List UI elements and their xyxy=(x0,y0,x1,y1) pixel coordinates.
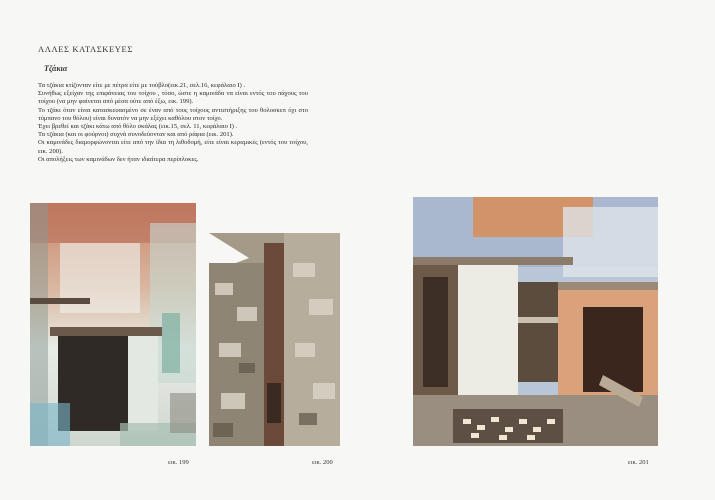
paragraph: Τα τζάκια (και οι φούρνοι) συχνά συνοδεύονταν και από ράφια (εικ. 201). xyxy=(38,131,234,139)
paragraph: Οι καμινάδες διαμορφώνονται είτε από την ίδια τη λιθοδομή, είτε είναι κεραμικές (εντός του τοίχου, εικ. 200). xyxy=(38,139,308,155)
body-text xyxy=(38,82,308,164)
figure-caption: εικ. 199 xyxy=(168,459,189,466)
figure-caption: εικ. 201 xyxy=(628,459,649,466)
paragraph: Το τζάκι όταν είναι κατασκευασμένο σε έναν από τους τοίχους αντιστήριξης του θολοσκεπ όχι στο τύμπανο του θόλου) είναι δυνατόν να μην εξέχει καθόλου στον τοίχο. xyxy=(38,106,308,122)
section-heading: ΑΛΛΕΣ ΚΑΤΑΣΚΕΥΕΣ xyxy=(38,44,133,54)
paragraph: Τα τζάκια κτίζονταν είτε με πέτρα είτε με τούβλο(εικ.21, σελ.16, κεφάλαιο I) . xyxy=(38,82,246,89)
paragraph: Έχει βρεθεί και τζάκι κάτω από θόλο σκάλας (εικ.15, σελ. 11, κεφάλαιο I) . xyxy=(38,123,238,131)
paragraph: Οι απολήξεις των καμινάδων δεν ήταν ιδιαίτερα περίπλοκες. xyxy=(38,155,199,163)
section-subheading: Τζάκια xyxy=(44,64,68,73)
photo-fireplace-wall xyxy=(30,203,196,446)
paragraph: Συνήθως εξείχαν της επιφάνειας του τοίχου , τόσο, ώστε η καμινάδα να είναι εντός του πάχους του τοίχου (να μην φαίνεται από μέσα ούτε από έξω, εικ. 199). xyxy=(38,90,308,106)
photo-fireplace-shelves xyxy=(413,197,658,446)
photo-stone-chimney xyxy=(209,203,340,446)
figure-caption: εικ. 200 xyxy=(312,459,333,466)
